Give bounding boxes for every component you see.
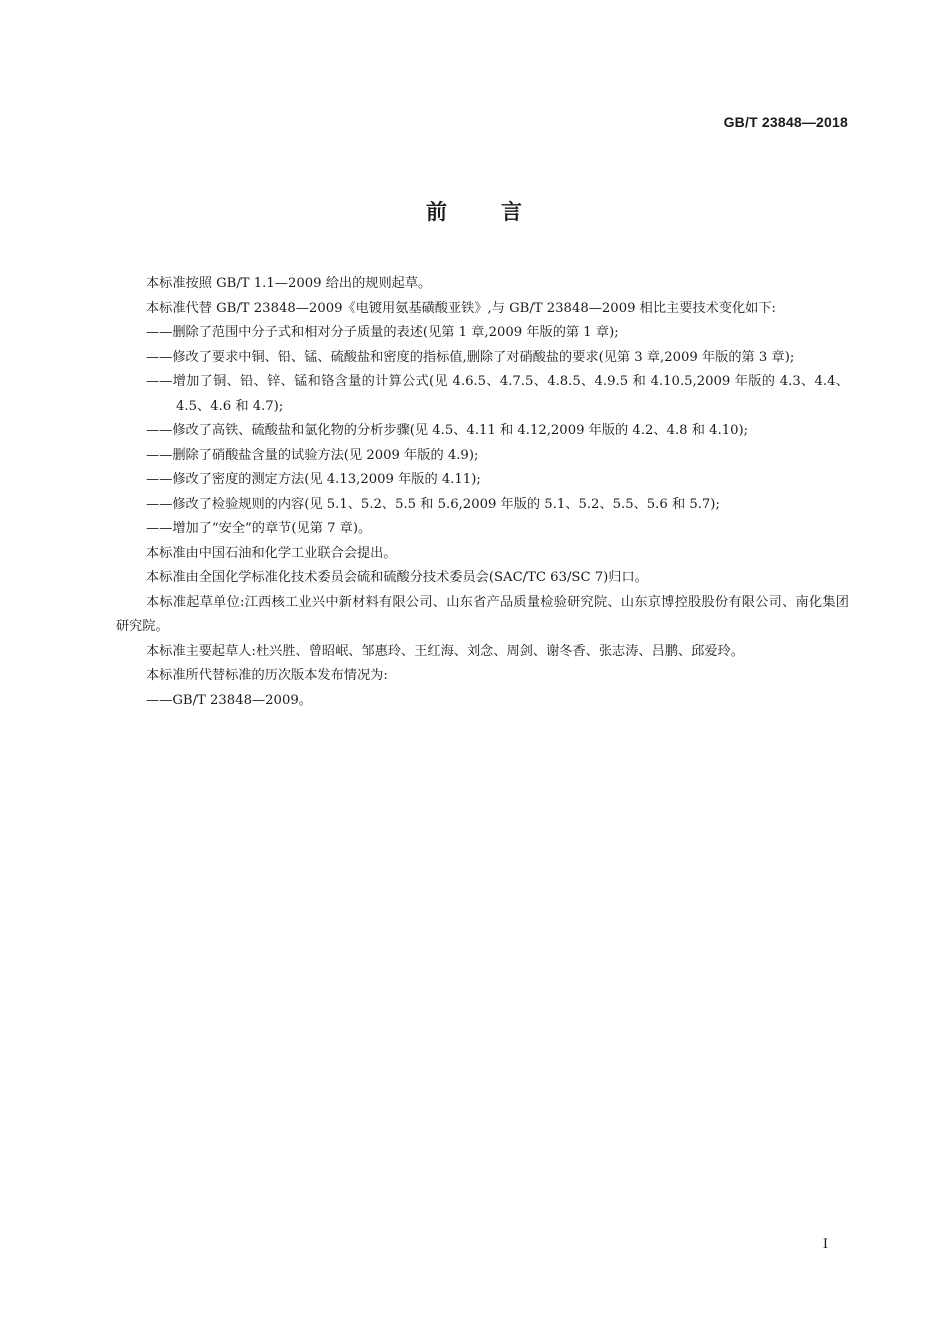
- paragraph-drafting-units: 本标准起草单位:江西核工业兴中新材料有限公司、山东省产品质量检验研究院、山东京博控股股份有限公司、南化集团研究院。: [116, 594, 849, 634]
- paragraph-committee: 本标准由全国化学标准化技术委员会硫和硫酸分技术委员会(SAC/TC 63/SC 7)归口。: [146, 570, 648, 585]
- paragraph-drafting-rules: 本标准按照 GB/T 1.1—2009 给出的规则起草。: [146, 276, 432, 291]
- history-item: ——GB/T 23848—2009。: [146, 692, 312, 708]
- change-item: ——修改了密度的测定方法(见 4.13,2009 年版的 4.11);: [146, 472, 481, 487]
- change-item: ——修改了要求中铜、铅、锰、硫酸盐和密度的指标值,删除了对硝酸盐的要求(见第 3 章,2009 年版的第 3 章);: [146, 349, 795, 365]
- change-item: ——增加了“安全”的章节(见第 7 章)。: [146, 521, 372, 536]
- paragraph-proposer: 本标准由中国石油和化学工业联合会提出。: [146, 545, 397, 561]
- change-item: ——修改了高铁、硫酸盐和氯化物的分析步骤(见 4.5、4.11 和 4.12,2009 年版的 4.2、4.8 和 4.10);: [146, 423, 749, 438]
- page-title: [0, 196, 950, 226]
- page-number: I: [822, 1237, 828, 1252]
- change-item: ——修改了检验规则的内容(见 5.1、5.2、5.5 和 5.6,2009 年版的 5.1、5.2、5.5、5.6 和 5.7);: [146, 496, 720, 512]
- change-item: ——删除了硝酸盐含量的试验方法(见 2009 年版的 4.9);: [146, 447, 479, 463]
- paragraph-drafters: 本标准主要起草人:杜兴胜、曾昭岷、邹惠玲、王红海、刘念、周剑、谢冬香、张志涛、吕鹏、邱爱玲。: [146, 643, 744, 659]
- standard-number: GB/T 23848—2018: [723, 114, 848, 130]
- change-item: ——删除了范围中分子式和相对分子质量的表述(见第 1 章,2009 年版的第 1 章);: [146, 325, 619, 340]
- foreword-body: [116, 272, 849, 713]
- change-item: ——增加了铜、铅、锌、锰和铬含量的计算公式(见 4.6.5、4.7.5、4.8.5、4.9.5 和 4.10.5,2009 年版的 4.3、4.4、4.5、4.6 和 4.7);: [146, 374, 849, 414]
- paragraph-history-intro: 本标准所代替标准的历次版本发布情况为:: [146, 668, 388, 683]
- title-char-1: 前: [426, 200, 449, 224]
- paragraph-replacement: 本标准代替 GB/T 23848—2009《电镀用氨基磺酸亚铁》,与 GB/T 23848—2009 相比主要技术变化如下:: [146, 300, 776, 316]
- title-char-2: 言: [501, 200, 524, 224]
